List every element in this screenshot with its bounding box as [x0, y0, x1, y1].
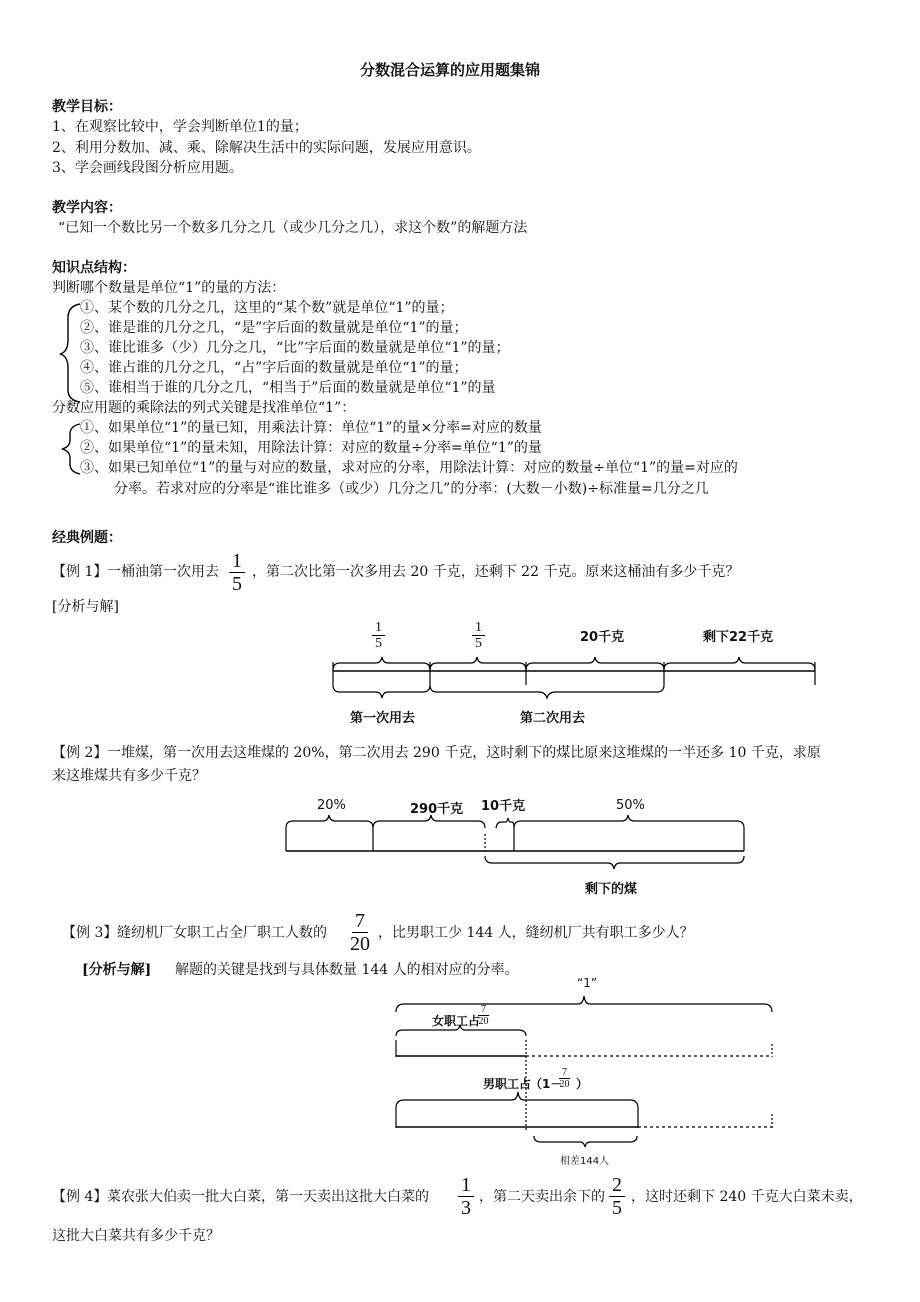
knowledge-intro: 判断哪个数量是单位“1”的量的方法： [52, 280, 286, 296]
ex4-text-pre: 菜农张大伯卖一批大白菜，第一天卖出这批大白菜的 [107, 1189, 429, 1205]
examples-heading: 经典例题： [52, 530, 122, 546]
ex3-label-male: 男职工占 [483, 1077, 532, 1091]
unit-rule: ⑤、谁相当于谁的几分之几，“相当于”后面的数量就是单位“1”的量 [80, 380, 496, 396]
knowledge-intro2: 分数应用题的乘除法的列式关键是找准单位“1”： [52, 400, 356, 416]
ex4-text-mid: ，第二天卖出余下的 [479, 1189, 605, 1205]
fraction-numerator: 7 [478, 1004, 489, 1016]
fraction-numerator: 1 [472, 620, 485, 636]
brace-method-rules [62, 424, 80, 474]
ex1-text-post: ，第二次比第一次多用去 20 千克，还剩下 22 千克。原来这桶油有多少千克？ [252, 564, 740, 580]
ex2-text-line1: 一堆煤，第一次用去这堆煤的 20%，第二次用去 290 千克，这时剩下的煤比原来这堆煤的一半还多 10 千克，求原 [107, 745, 821, 761]
fraction-numerator: 7 [559, 1067, 570, 1079]
method-rule: ②、如果单位“1”的量未知，用除法计算：对应的数量÷分率=单位“1”的量 [80, 440, 542, 456]
ex2-label-10kg: 10千克 [481, 799, 526, 814]
ex2-label-rest: 剩下的煤 [585, 882, 638, 897]
ex3-analysis-tag: [分析与解] [82, 962, 152, 978]
brace-unit-rules [60, 304, 80, 402]
ex3-female-fraction [478, 1004, 489, 1027]
ex2-label-50pct: 50% [616, 798, 645, 813]
unit-rule: ①、某个数的几分之几，这里的“某个数”就是单位“1”的量； [80, 300, 454, 316]
ex1-text-pre: 一桶油第一次用去 [107, 564, 219, 580]
brace-top [286, 815, 373, 828]
ex3-tag: 【例 3】 [62, 925, 118, 941]
ex3-label-unit-one: “1” [577, 976, 598, 990]
goal-item: 3、学会画线段图分析应用题。 [52, 160, 243, 176]
content-text: “已知一个数比另一个数多几分之几（或少几分之几），求这个数”的解题方法 [58, 220, 528, 236]
content-heading: 教学内容： [52, 200, 122, 216]
ex4-text-post: ，这时还剩下 240 千克大白菜未卖， [631, 1189, 863, 1205]
method-rule: ①、如果单位“1”的量已知，用乘法计算：单位“1”的量×分率=对应的数量 [80, 420, 542, 436]
fraction-numerator: 2 [609, 1174, 625, 1197]
ex1-label-rest: 剩下22千克 [703, 630, 774, 645]
unit-rule: ④、谁占谁的几分之几，“占”字后面的数量就是单位“1”的量； [80, 360, 468, 376]
brace-top [430, 657, 526, 670]
goal-item: 1、在观察比较中，学会判断单位1的量； [52, 119, 308, 135]
method-rule: 分率。若求对应的分率是“谁比谁多（或少）几分之几”的分率：(大数－小数)÷标准量=几分之几 [114, 481, 709, 497]
ex1-label-second: 第二次用去 [520, 711, 586, 726]
ex3-analysis-text: 解题的关键是找到与具体数量 144 人的相对应的分率。 [175, 962, 519, 978]
brace-bottom [430, 685, 664, 698]
ex3-label-diff: 相差144人 [560, 1156, 610, 1167]
ex3-label-female: 女职工占 [432, 1014, 481, 1028]
ex1-diagram-frac2 [472, 620, 485, 651]
ex2-tag: 【例 2】 [52, 745, 108, 761]
fraction-numerator: 1 [458, 1174, 474, 1197]
page-title: 分数混合运算的应用题集锦 [360, 61, 541, 79]
ex1-label-20kg: 20千克 [580, 630, 625, 645]
brace-top [496, 818, 514, 828]
unit-rule: ②、谁是谁的几分之几，“是”字后面的数量就是单位“1”的量； [80, 320, 468, 336]
brace-male [396, 1092, 638, 1108]
ex1-analysis: [分析与解] [52, 599, 119, 615]
brace-top [664, 657, 815, 670]
fraction-denominator: 5 [475, 636, 482, 651]
brace-top [514, 815, 744, 828]
ex3-fraction [350, 910, 370, 955]
ex4-fraction-1 [458, 1174, 474, 1219]
ex1-tag: 【例 1】 [52, 564, 108, 580]
ex3-male-fraction [559, 1067, 570, 1090]
fraction-denominator: 5 [612, 1197, 622, 1219]
method-rule: ③、如果已知单位“1”的量与对应的数量，求对应的分率，用除法计算：对应的数量÷单位“1”的量=对应的 [80, 460, 738, 476]
fraction-denominator: 20 [478, 1016, 489, 1027]
fraction-numerator: 1 [229, 550, 245, 573]
brace-top [526, 657, 664, 670]
ex1-diagram-frac1 [372, 620, 385, 651]
ex4-fraction-2 [609, 1174, 625, 1219]
ex2-label-20pct: 20% [317, 798, 346, 813]
goals-heading: 教学目标： [52, 99, 122, 115]
ex3-text-post: ，比男职工少 144 人，缝纫机厂共有职工多少人？ [378, 925, 694, 941]
ex1-label-first: 第一次用去 [350, 711, 416, 726]
unit-rule: ③、谁比谁多（少）几分之几，“比”字后面的数量就是单位“1”的量； [80, 340, 510, 356]
fraction-denominator: 3 [461, 1197, 471, 1219]
knowledge-heading: 知识点结构： [52, 260, 136, 276]
goal-item: 2、利用分数加、减、乘、除解决生活中的实际问题，发展应用意识。 [52, 140, 481, 156]
fraction-denominator: 20 [559, 1079, 570, 1090]
fraction-denominator: 5 [375, 636, 382, 651]
brace-bottom [333, 685, 430, 698]
ex4-tag: 【例 4】 [52, 1189, 108, 1205]
ex2-text-line2: 来这堆煤共有多少千克？ [52, 768, 206, 784]
ex2-label-290kg: 290千克 [410, 802, 464, 817]
ex4-text-line2: 这批大白菜共有多少千克？ [52, 1228, 220, 1244]
ex3-male-post: ） [576, 1077, 589, 1091]
brace-unit-one [396, 996, 772, 1012]
ex1-fraction [229, 550, 245, 595]
ex3-text-pre: 缝纫机厂女职工占全厂职工人数的 [117, 925, 327, 941]
fraction-denominator: 5 [232, 573, 242, 595]
brace-diff [534, 1136, 637, 1147]
brace-bottom [485, 856, 744, 869]
brace-top [333, 657, 430, 670]
ex3-male-pre: （1－ [530, 1077, 563, 1091]
fraction-numerator: 1 [372, 620, 385, 636]
fraction-denominator: 20 [350, 933, 370, 955]
fraction-numerator: 7 [352, 910, 368, 933]
